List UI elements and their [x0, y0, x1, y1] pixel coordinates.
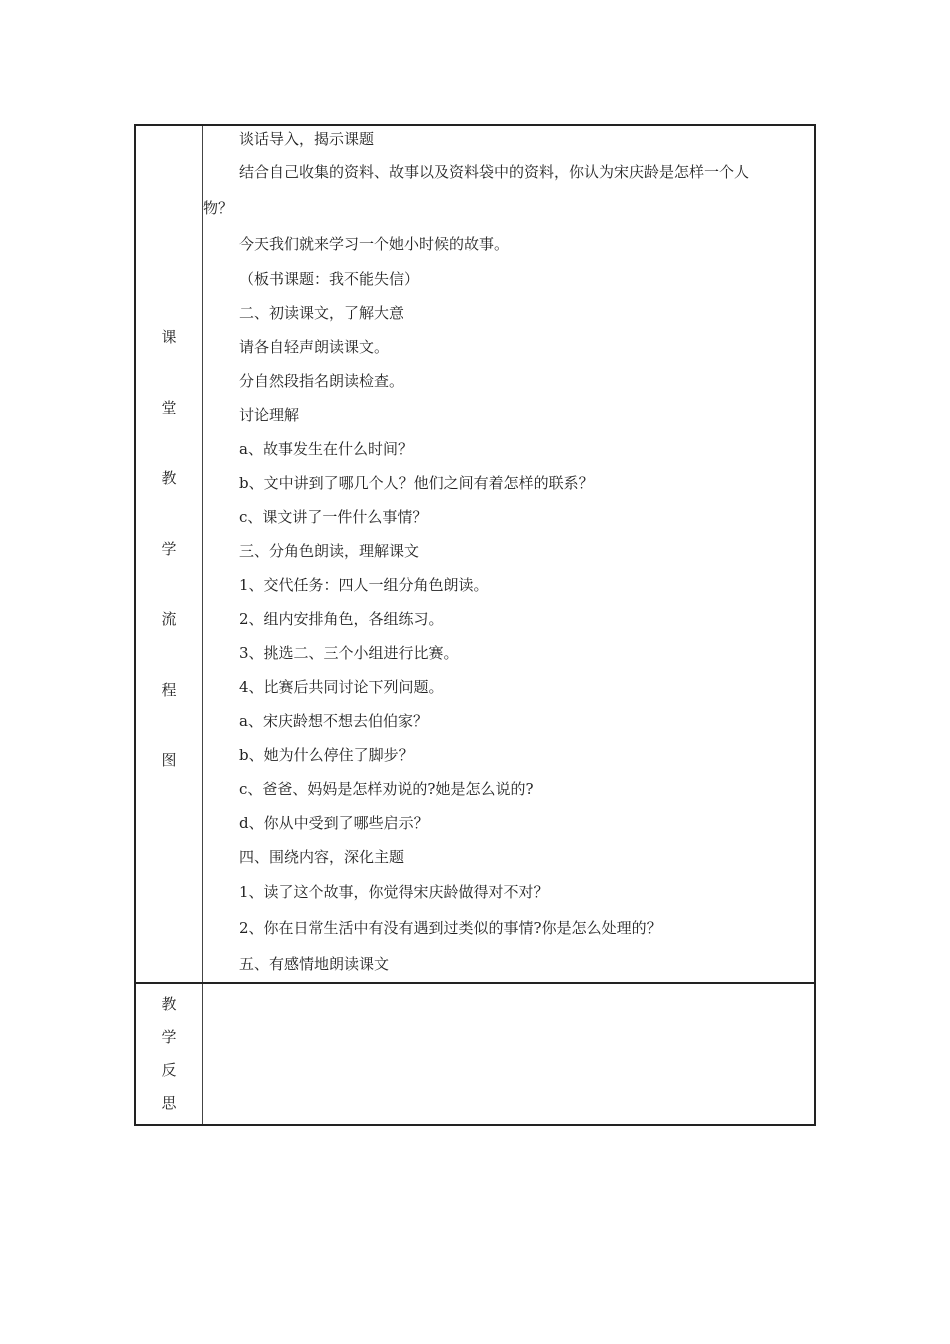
- process-label-cell: [135, 125, 203, 983]
- content-line: 二、初读课文，了解大意: [239, 304, 405, 322]
- label-char: 图: [161, 751, 177, 769]
- content-line: 1、读了这个故事，你觉得宋庆龄做得对不对？: [239, 883, 549, 901]
- content-line: 2、组内安排角色，各组练习。: [239, 610, 444, 628]
- content-line: 分自然段指名朗读检查。: [239, 372, 405, 390]
- content-line: a、故事发生在什么时间？: [239, 440, 413, 458]
- label-char: 教: [161, 469, 177, 487]
- content-line: 物？: [203, 199, 234, 217]
- label-char: 思: [161, 1094, 177, 1112]
- content-line: 结合自己收集的资料、故事以及资料袋中的资料，你认为宋庆龄是怎样一个人: [239, 163, 750, 181]
- reflection-vertical-label: [136, 988, 202, 1120]
- content-line: b、她为什么停住了脚步？: [239, 746, 414, 764]
- label-char: 堂: [161, 398, 177, 417]
- reflection-label-cell: [135, 983, 203, 1125]
- label-char: 教: [161, 995, 177, 1013]
- content-line: 4、比赛后共同讨论下列问题。: [239, 678, 444, 696]
- content-line: 讨论理解: [239, 406, 300, 424]
- content-line: 3、挑选二、三个小组进行比赛。: [239, 644, 459, 662]
- teaching-reflection-row: [135, 983, 815, 1125]
- label-char: 学: [161, 539, 177, 558]
- content-line: 今天我们就来学习一个她小时候的故事。: [239, 235, 510, 253]
- content-line: 五、有感情地朗读课文: [239, 955, 390, 973]
- label-char: 学: [161, 1028, 177, 1046]
- lesson-plan-table: [134, 124, 816, 1126]
- content-line: 三、分角色朗读，理解课文: [239, 542, 420, 560]
- content-line: （板书课题：我不能失信）: [239, 270, 420, 288]
- content-line: 请各自轻声朗读课文。: [239, 338, 390, 356]
- content-line: c、课文讲了一件什么事情？: [239, 508, 428, 526]
- content-line: 四、围绕内容，深化主题: [239, 848, 405, 866]
- content-line: c、爸爸、妈妈是怎样劝说的?她是怎么说的?: [239, 780, 534, 798]
- content-line: a、宋庆龄想不想去伯伯家？: [239, 712, 428, 730]
- process-vertical-label: [136, 302, 202, 796]
- label-char: 反: [161, 1061, 177, 1079]
- content-line: b、文中讲到了哪几个人？他们之间有着怎样的联系？: [239, 474, 594, 492]
- label-char: 流: [161, 610, 177, 628]
- content-line: 2、你在日常生活中有没有遇到过类似的事情?你是怎么处理的？: [239, 919, 662, 937]
- label-char: 课: [161, 328, 177, 346]
- label-char: 程: [161, 680, 177, 699]
- classroom-process-row: [135, 125, 815, 983]
- reflection-content-cell: [203, 983, 816, 1125]
- content-line: 1、交代任务：四人一组分角色朗读。: [239, 576, 489, 594]
- content-line: d、你从中受到了哪些启示？: [239, 814, 429, 832]
- process-content-cell: [203, 125, 816, 983]
- content-line: 谈话导入，揭示课题: [239, 130, 375, 148]
